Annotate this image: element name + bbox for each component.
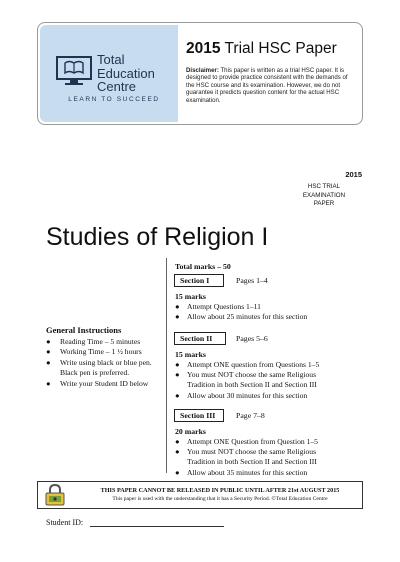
list-item: ● Attempt ONE question from Questions 1–5 — [175, 360, 320, 369]
list-item: ● Attempt Questions 1–11 — [175, 302, 261, 311]
section-3-marks: 20 marks — [175, 427, 206, 436]
paper-title — [186, 40, 356, 58]
student-id-field[interactable] — [90, 526, 224, 527]
logo-wordmark — [97, 53, 175, 94]
list-item: ● Allow about 35 minutes for this section — [175, 467, 308, 477]
column-divider — [166, 258, 167, 473]
section-item-text: Tradition in both Section II and Section III — [187, 380, 317, 390]
section-3-pages: Page 7–8 — [236, 411, 265, 420]
section-1-list — [175, 302, 355, 322]
subject-title: Studies of Religion I — [46, 223, 269, 251]
exam-paper-label: EXAMINATION PAPER — [302, 191, 346, 207]
security-period-notice: This paper is used with the understanding that it has a Security Period. ©Total Education Centre — [112, 496, 328, 502]
disclaimer-text: This paper is written as a trial HSC paper. It is designed to provide practice consistent with the demands of the HSC course and its examination. However, we do not guarantee it predicts question content for the actual HSC examination. — [186, 67, 348, 104]
total-marks: Total marks – 50 — [175, 262, 231, 271]
monitor-logo-icon — [55, 55, 93, 87]
section-item-text: Allow about 35 minutes for this section — [187, 467, 308, 477]
list-item: ● Attempt ONE Question from Question 1–5 — [175, 437, 318, 446]
section-3-label: Section III — [174, 409, 224, 422]
section-item-text: Tradition in both Section II and Section III — [187, 457, 317, 467]
section-item-text: Attempt Questions 1–11 — [187, 302, 261, 311]
list-item-continuation — [175, 380, 355, 390]
security-notice-box — [37, 481, 363, 509]
section-item-text: Attempt ONE Question from Question 1–5 — [187, 437, 318, 446]
logo-line-2: Education — [97, 65, 155, 81]
section-2-label: Section II — [174, 332, 226, 345]
section-3-list — [175, 437, 355, 478]
section-2-pages: Pages 5–6 — [236, 334, 268, 343]
instruction-text: Write your Student ID below — [60, 378, 149, 388]
exam-year: 2015 — [345, 170, 362, 179]
list-item: ● You must NOT choose the same Religious — [175, 447, 317, 457]
list-item: ● Allow about 30 minutes for this section — [175, 390, 308, 400]
security-padlock-icon — [42, 483, 68, 507]
instruction-text: Write using black or blue pen. — [60, 357, 152, 367]
release-notice: THIS PAPER CANNOT BE RELEASED IN PUBLIC UNTIL AFTER 21st AUGUST 2015 — [100, 487, 340, 494]
logo-line-3: Centre — [97, 79, 137, 94]
section-2-marks: 15 marks — [175, 350, 206, 359]
section-2-list — [175, 360, 355, 401]
section-item-text: You must NOT choose the same Religious — [187, 447, 317, 457]
disclaimer — [186, 67, 356, 104]
list-item-continuation — [46, 368, 164, 378]
general-instructions-list — [46, 337, 164, 389]
list-item: ● You must NOT choose the same Religious — [175, 370, 317, 380]
student-id-label: Student ID: — [46, 518, 84, 527]
exam-type — [296, 183, 352, 209]
paper-title-rest: Trial HSC Paper — [224, 40, 337, 57]
section-1-label: Section I — [174, 274, 224, 287]
section-item-text: Allow about 25 minutes for this section — [187, 312, 308, 322]
section-item-text: You must NOT choose the same Religious — [187, 370, 317, 380]
section-1-marks: 15 marks — [175, 292, 206, 301]
list-item: ● Write using black or blue pen. — [46, 357, 152, 367]
section-item-text: Attempt ONE question from Questions 1–5 — [187, 360, 320, 369]
list-item: ● Working Time – 1 ½ hours — [46, 347, 142, 357]
hsc-trial-label: HSC TRIAL — [307, 183, 341, 190]
logo-line-1: Total — [97, 52, 125, 67]
instruction-text: Working Time – 1 ½ hours — [60, 347, 142, 357]
list-item-continuation — [175, 457, 355, 467]
disclaimer-label: Disclaimer: — [186, 67, 219, 74]
paper-title-year: 2015 — [186, 40, 221, 57]
section-1-pages: Pages 1–4 — [236, 276, 268, 285]
instruction-text: Reading Time – 5 minutes — [60, 337, 141, 346]
instruction-text: Black pen is preferred. — [60, 368, 130, 378]
general-instructions-title: General Instructions — [46, 325, 122, 335]
section-item-text: Allow about 30 minutes for this section — [187, 390, 308, 400]
logo-tagline: LEARN TO SUCCEED — [68, 96, 160, 103]
list-item: ● Write your Student ID below — [46, 378, 149, 388]
list-item: ● Reading Time – 5 minutes — [46, 337, 141, 346]
list-item: ● Allow about 25 minutes for this section — [175, 312, 308, 322]
